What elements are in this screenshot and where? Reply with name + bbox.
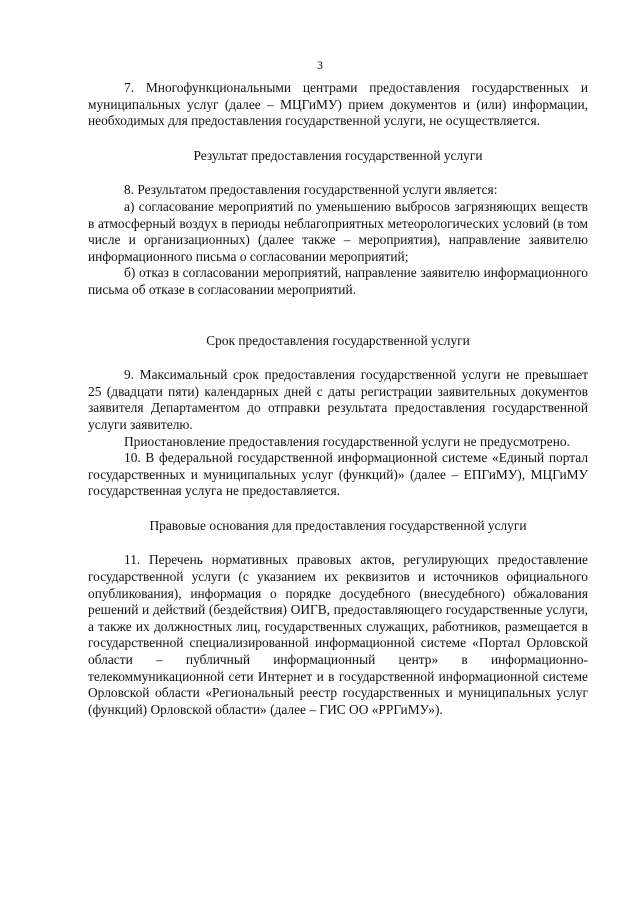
paragraph-9-suspension: Приостановление предоставления государственной услуги не предусмотрено.: [124, 433, 570, 449]
paragraph-8a: а) согласование мероприятий по уменьшению выбросов загрязняющих веществ в атмосферный воздух в периоды неблагоприятных метеорологических условий (в том числе и организационных) (далее также – мероприятия), направление заявителю информационного письма о согласовании мероприятий;: [88, 198, 588, 264]
document-body: [88, 80, 588, 718]
paragraph-9: 9. Максимальный срок предоставления государственной услуги не превышает 25 (двадцати пяти) календарных дней с даты регистрации заявительных документов заявителя Департаментом до отправки результата предоставления государственной услуги заявителю.: [88, 367, 588, 432]
section-heading-term: Срок предоставления государственной услуги: [206, 332, 470, 348]
section-heading-result: Результат предоставления государственной услуги: [193, 147, 483, 163]
paragraph-8b: б) отказ в согласовании мероприятий, направление заявителю информационного письма об отказе в согласовании мероприятий.: [88, 265, 588, 297]
page-number: 3: [317, 58, 323, 72]
paragraph-10: 10. В федеральной государственной информационной системе «Единый портал государственных и муниципальных услуг (функций)» (далее – ЕПГиМУ), МЦГиМУ государственная услуга не предоставляется.: [88, 450, 588, 499]
section-heading-legal: Правовые основания для предоставления государственной услуги: [149, 517, 527, 533]
paragraph-7: 7. Многофункциональными центрами предоставления государственных и муниципальных услуг (далее – МЦГиМУ) прием документов и (или) информации, необходимых для предоставления государственной услуги, не осуществляется.: [88, 80, 588, 129]
paragraph-11: 11. Перечень нормативных правовых актов, регулирующих предоставление государственной услуги (с указанием их реквизитов и источников официального опубликования), информация о порядке досудебного (внесудебного) обжалования решений и действий (бездействия) ОИГВ, предоставляющего государственные услуги, а также их должностных лиц, государственных служащих, работников, размещается в государственной специализированной информационной системе «Портал Орловской области – публичный информационный центр» в информационно-телекоммуникационной сети Интернет и в государственной информационной системе Орловской области «Региональный реестр государственных и муниципальных услуг (функций) Орловской области» (далее – ГИС ОО «РРГиМУ»).: [88, 552, 588, 717]
paragraph-8: 8. Результатом предоставления государственной услуги является:: [124, 182, 498, 198]
